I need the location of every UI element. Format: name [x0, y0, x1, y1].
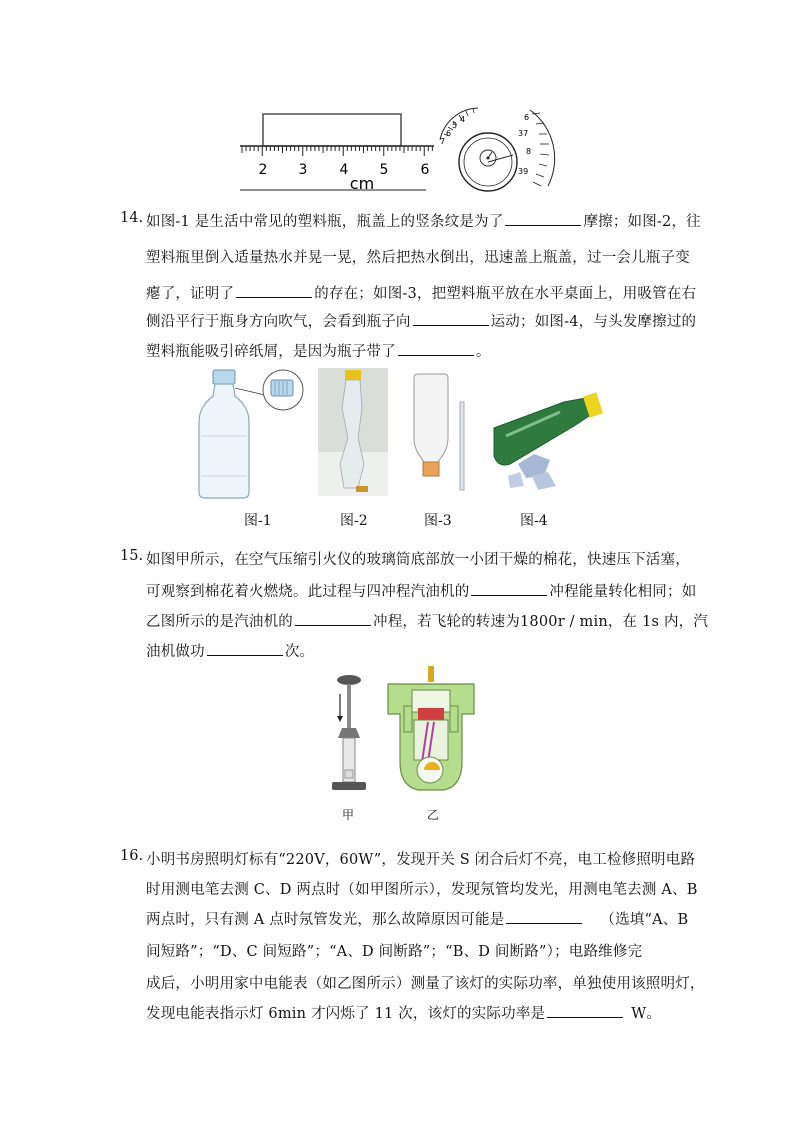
- q14-blank-3[interactable]: [413, 313, 489, 326]
- ruler-unit: cm: [349, 174, 375, 193]
- q16-line-5: 成后，小明用家中电能表（如乙图所示）测量了该灯的实际功率，单独使用该照明灯，: [146, 976, 705, 992]
- top-figure: [230, 100, 570, 196]
- q16-number: 16.: [120, 848, 144, 864]
- q14-caption-3: 图-3: [424, 513, 452, 529]
- q14-number: 14.: [120, 210, 144, 226]
- stopwatch: [440, 108, 555, 191]
- q14-figure-1-bottle: [195, 366, 307, 500]
- q15-line-1: 如图甲所示，在空气压缩引火仪的玻璃筒底部放一小团干燥的棉花，快速压下活塞，: [146, 552, 690, 568]
- q16-line-3: 两点时，只有测 A 点时氖管发光，那么故障原因可能是 （选填“A、B: [146, 912, 689, 928]
- q14-caption-4: 图-4: [520, 513, 548, 529]
- ruler-tick-label-4: 4: [339, 162, 349, 178]
- q15-figure-jia-compression-igniter: [326, 672, 372, 796]
- ruler-ticks: [242, 146, 432, 156]
- q16-line-4: 间短路”；“D、C 间短路”；“A、D 间断路”；“B、D 间断路”）；电路维修完: [146, 944, 643, 960]
- ruler-tick-label-5: 5: [379, 162, 389, 178]
- q15-blank-3[interactable]: [207, 643, 283, 656]
- q14-blank-4[interactable]: [398, 343, 474, 356]
- dial-label-5: 5: [452, 121, 458, 130]
- dial-side-label-8: 8: [526, 147, 532, 156]
- q14-line-2: 塑料瓶里倒入适量热水并晃一晃，然后把热水倒出，迅速盖上瓶盖，过一会儿瓶子变: [146, 250, 690, 266]
- q16-blank-1[interactable]: [506, 911, 582, 924]
- q14-line-3: 瘪了，证明了 的存在；如图-3，把塑料瓶平放在水平桌面上，用吸管在右: [146, 286, 697, 302]
- q16-line-1: 小明书房照明灯标有“220V，60W”，发现开关 S 闭合后灯不亮，电工检修照明电路: [146, 852, 696, 868]
- dial-side-label-37: 37: [518, 129, 529, 138]
- q15-blank-1[interactable]: [471, 583, 547, 596]
- q14-caption-1: 图-1: [244, 513, 272, 529]
- q15-line-2: 可观察到棉花着火燃烧。此过程与四冲程汽油机的 冲程能量转化相同；如: [146, 584, 697, 600]
- dial-label-4: 4: [460, 115, 466, 124]
- dial-side-label-39: 39: [518, 167, 529, 176]
- measured-block: [263, 114, 401, 146]
- q14-figure-4-green-bottle: [490, 388, 606, 496]
- q15-caption-yi: 乙: [427, 808, 440, 822]
- q14-figure-2-crushed-bottle: [318, 368, 388, 496]
- dial-label-7: 7: [440, 137, 446, 146]
- q15-number: 15.: [120, 548, 144, 564]
- q16-blank-2[interactable]: [547, 1005, 623, 1018]
- q14-blank-1[interactable]: [505, 213, 581, 226]
- q14-line-1: 如图-1 是生活中常见的塑料瓶，瓶盖上的竖条纹是为了 摩擦；如图-2，往: [146, 214, 701, 230]
- q15-blank-2[interactable]: [295, 613, 371, 626]
- q14-line-5: 塑料瓶能吸引碎纸屑，是因为瓶子带了 。: [146, 344, 491, 360]
- q16-line-6: 发现电能表指示灯 6min 才闪烁了 11 次，该灯的实际功率是 W。: [146, 1006, 662, 1022]
- q15-line-3: 乙图所示的是汽油机的 冲程，若飞轮的转速为1800r / min，在 1s 内，汽: [146, 614, 709, 630]
- dial-side-label-6: 6: [524, 113, 530, 122]
- q14-caption-2: 图-2: [340, 513, 368, 529]
- q14-line-4: 侧沿平行于瓶身方向吹气，会看到瓶子向 运动；如图-4，与头发摩擦过的: [146, 314, 697, 330]
- q14-figure-3-bottle-straw: [408, 372, 472, 492]
- q14-blank-2[interactable]: [236, 285, 312, 298]
- q15-line-4: 油机做功 次。: [146, 644, 315, 660]
- q15-caption-jia: 甲: [342, 808, 355, 822]
- ruler-tick-label-2: 2: [258, 162, 268, 178]
- q16-line-2: 时用测电笔去测 C、D 两点时（如甲图所示），发现氖管均发光，用测电笔去测 A、B: [146, 882, 698, 898]
- ruler-tick-label-6: 6: [420, 162, 430, 178]
- dial-label-6: 6: [446, 129, 452, 138]
- q15-figure-yi-engine-stroke: [384, 666, 480, 794]
- ruler-tick-label-3: 3: [298, 162, 308, 178]
